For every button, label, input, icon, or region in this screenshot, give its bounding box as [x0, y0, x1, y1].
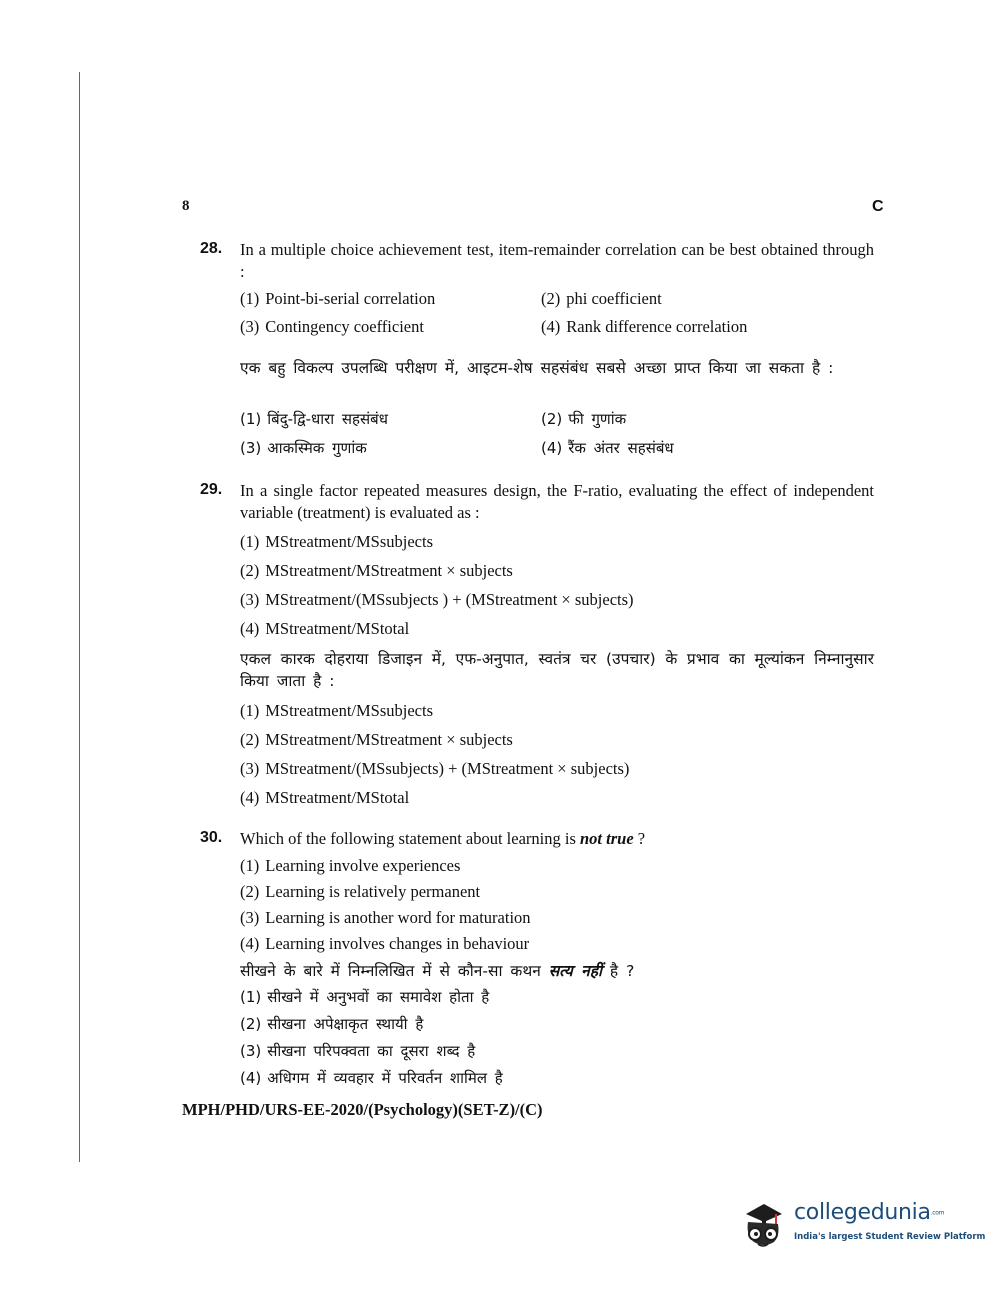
option: (3) MStreatment/(MSsubjects) + (MStreatment × subjects) — [240, 759, 630, 778]
option: (4) रैंक अंतर सहसंबंध — [541, 439, 674, 457]
question-number: 30. — [200, 829, 223, 846]
option: (1) MStreatment/MSsubjects — [240, 532, 433, 551]
question-text-hindi: सीखने के बारे में निम्नलिखित में से कौन-सा कथन सत्य नहीं है ? — [240, 962, 635, 980]
logo-domain-suffix: .com — [930, 1209, 945, 1217]
option: (2) phi coefficient — [541, 289, 662, 308]
margin-line — [79, 72, 80, 1162]
page-number: 8 — [182, 198, 190, 214]
option: (3) Learning is another word for maturation — [240, 908, 531, 927]
logo-name: collegedunia — [794, 1200, 931, 1225]
question-text-english: Which of the following statement about learning is not true ? — [240, 829, 646, 848]
option: (2) फी गुणांक — [541, 410, 627, 428]
option: (4) अधिगम में व्यवहार में परिवर्तन शामिल है — [240, 1069, 503, 1087]
paper-code-footer: MPH/PHD/URS-EE-2020/(Psychology)(SET-Z)/(C) — [182, 1100, 543, 1119]
option: (2) Learning is relatively permanent — [240, 882, 481, 901]
question-text-hindi: एक बहु विकल्प उपलब्धि परीक्षण में, आइटम-शेष सहसंबंध सबसे अच्छा प्राप्त किया जा सकता है : — [240, 359, 834, 377]
option: (3) आकस्मिक गुणांक — [240, 439, 367, 457]
option: (3) MStreatment/(MSsubjects ) + (MStreatment × subjects) — [240, 590, 634, 609]
option: (1) सीखने में अनुभवों का समावेश होता है — [240, 988, 490, 1006]
option: (1) Learning involve experiences — [240, 856, 461, 875]
option: (1) MStreatment/MSsubjects — [240, 701, 433, 720]
question-number: 28. — [200, 240, 223, 257]
question-number: 29. — [200, 481, 223, 498]
option: (4) Learning involves changes in behaviour — [240, 934, 530, 953]
option: (2) सीखना अपेक्षाकृत स्थायी है — [240, 1015, 424, 1033]
collegedunia-logo — [738, 1196, 986, 1258]
question-text-hindi: एकल कारक दोहराया डिजाइन में, एफ-अनुपात, स्वतंत्र चर (उपचार) के प्रभाव का मूल्यांकन निम्नानुसार किया जाता है : — [240, 650, 874, 690]
question-text-english: In a single factor repeated measures design, the F-ratio, evaluating the effect of independent variable (treatment) is evaluated as : — [240, 481, 874, 522]
option: (3) सीखना परिपक्वता का दूसरा शब्द है — [240, 1042, 476, 1060]
set-code: C — [872, 198, 884, 215]
option: (1) बिंदु-द्वि-धारा सहसंबंध — [240, 410, 388, 428]
option: (2) MStreatment/MStreatment × subjects — [240, 561, 513, 580]
option: (4) MStreatment/MStotal — [240, 788, 410, 807]
option: (4) MStreatment/MStotal — [240, 619, 410, 638]
question-text-english: In a multiple choice achievement test, item-remainder correlation can be best obtained through : — [240, 240, 874, 281]
logo-tagline: India's largest Student Review Platform — [794, 1232, 986, 1242]
option: (3) Contingency coefficient — [240, 317, 424, 336]
option: (4) Rank difference correlation — [541, 317, 748, 336]
option: (2) MStreatment/MStreatment × subjects — [240, 730, 513, 749]
option: (1) Point-bi-serial correlation — [240, 289, 436, 308]
mascot-icon — [738, 1196, 790, 1256]
